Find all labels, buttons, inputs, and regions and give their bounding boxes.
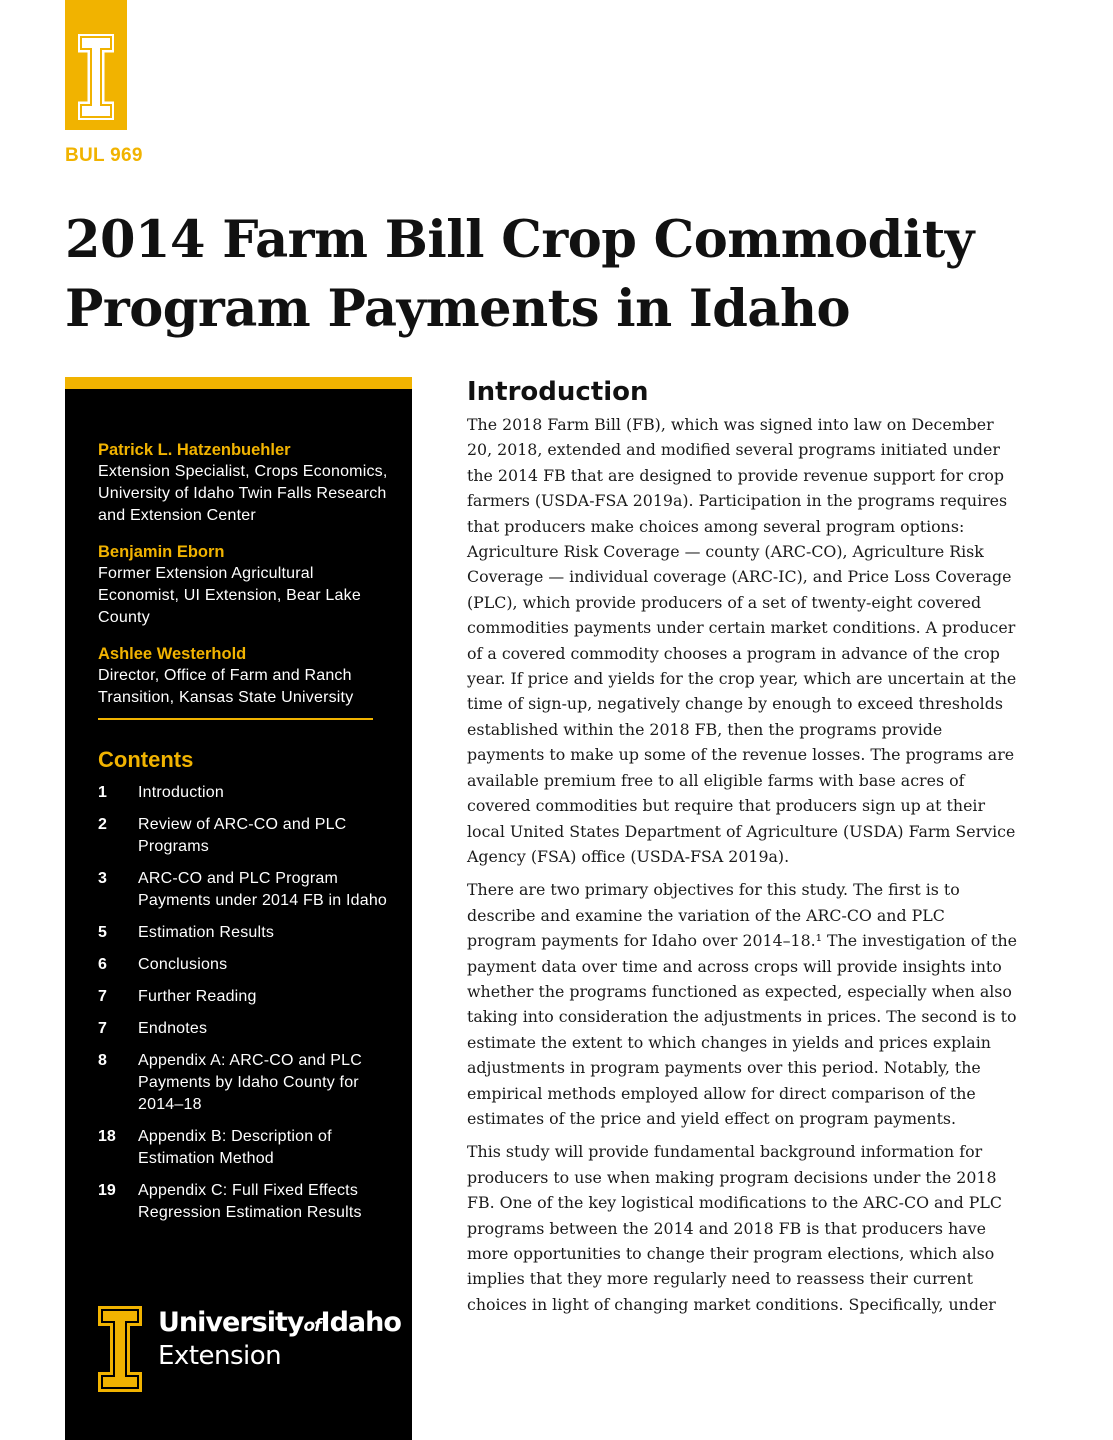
author-affiliation: Director, Office of Farm and Ranch Transition, Kansas State University [98,667,354,706]
block-i-icon [98,1306,142,1392]
toc-item[interactable] [98,1126,398,1170]
toc-page-number: 3 [98,870,107,887]
author-affiliation: Former Extension Agricultural Economist, UI Extension, Bear Lake County [98,565,361,626]
toc-label: Further Reading [138,988,257,1005]
logo-text-idaho: Idaho [320,1307,401,1338]
logo-extension: Extension [158,1341,282,1371]
toc-page-number: 6 [98,956,107,973]
university-i-logo-block [65,0,127,130]
logo-university-name [158,1307,401,1342]
sidebar [65,377,412,1440]
toc-page-number: 18 [98,1128,116,1145]
toc-item[interactable] [98,986,398,1008]
toc-label: Endnotes [138,1020,208,1037]
author-name: Ashlee Westerhold [98,645,247,663]
toc-label: Conclusions [138,956,228,973]
bulletin-number: BUL 969 [65,145,143,166]
toc-label: Appendix B: Description of Estimation Method [138,1128,332,1167]
toc-item[interactable] [98,814,398,858]
toc-item[interactable] [98,922,398,944]
toc-page-number: 7 [98,988,107,1005]
toc-item[interactable] [98,868,398,912]
toc-item[interactable] [98,782,398,804]
toc-item[interactable] [98,1018,398,1040]
author [98,541,398,629]
author-name: Benjamin Eborn [98,543,225,561]
logo-text-of: of [303,1316,321,1336]
toc-label: Estimation Results [138,924,275,941]
author-list [98,439,398,723]
author-name: Patrick L. Hatzenbuehler [98,441,291,459]
toc-page-number: 19 [98,1182,116,1199]
toc-label: Introduction [138,784,225,801]
block-i-icon [78,34,114,120]
body-paragraph: There are two primary objectives for this study. The first is to describe and examine the variation of the ARC-CO and PLC program payments for Idaho over 2014–18.¹ The investigation of the payment data over time and across crops will provide insights into whether the programs functioned as expected, especially when also taking into consideration the adjustments in prices. The second is to estimate the extent to which changes in yields and prices explain adjustments in program payments over this period. Notably, the empirical methods employed allow for direct comparison of the estimates of the price and yield effect on program payments. [467,880,1017,1128]
main-content [467,373,1019,1325]
toc-page-number: 2 [98,816,107,833]
toc-page-number: 5 [98,924,107,941]
toc-page-number: 7 [98,1020,107,1037]
toc-label: ARC-CO and PLC Program Payments under 2014 FB in Idaho [138,870,388,909]
toc-page-number: 8 [98,1052,107,1069]
author [98,439,398,527]
toc-page-number: 1 [98,784,107,801]
table-of-contents [98,782,398,1234]
sidebar-divider [98,718,373,720]
toc-item[interactable] [98,954,398,976]
toc-label: Appendix A: ARC-CO and PLC Payments by Idaho County for 2014–18 [138,1052,362,1113]
body-paragraph: The 2018 Farm Bill (FB), which was signed into law on December 20, 2018, extended and modified several programs initiated under the 2014 FB that are designed to provide revenue support for crop farmers (USDA-FSA 2019a). Participation in the programs requires that producers make choices among several program options: Agriculture Risk Coverage — county (ARC-CO), Agriculture Risk Coverage — individual coverage (ARC-IC), and Price Loss Coverage (PLC), which provide producers of a set of twenty-eight covered commodities payments under certain market conditions. A producer of a covered commodity chooses a program in advance of the crop year. If price and yields for the crop year, which are uncertain at the time of sign-up, negatively change by enough to exceed thresholds established within the 2018 FB, then the programs provide payments to make up some of the revenue losses. The programs are available premium free to all eligible farms with base acres of covered commodities but require that producers sign up at their local United States Department of Agriculture (USDA) Farm Service Agency (FSA) office (USDA-FSA 2019a). [467,415,1017,866]
section-heading-introduction: Introduction [467,377,649,407]
body-paragraph: This study will provide fundamental background information for producers to use when making program decisions under the 2018 FB. One of the key logistical modifications to the ARC-CO and PLC programs between the 2014 and 2018 FB is that producers have more opportunities to change their program elections, which also implies that they more regularly need to reassess their current choices in light of changing market conditions. Specifically, under [467,1142,1002,1314]
university-of-idaho-extension-logo [98,1293,408,1383]
toc-item[interactable] [98,1050,398,1116]
toc-item[interactable] [98,1180,398,1224]
author-affiliation: Extension Specialist, Crops Economics, University of Idaho Twin Falls Research and Extension Center [98,463,388,524]
contents-heading: Contents [98,747,194,772]
page-title: 2014 Farm Bill Crop Commodity Program Payments in Idaho [65,210,974,339]
toc-label: Appendix C: Full Fixed Effects Regression Estimation Results [138,1182,362,1221]
author [98,643,398,709]
logo-text-university: University [158,1307,304,1338]
toc-label: Review of ARC-CO and PLC Programs [138,816,347,855]
